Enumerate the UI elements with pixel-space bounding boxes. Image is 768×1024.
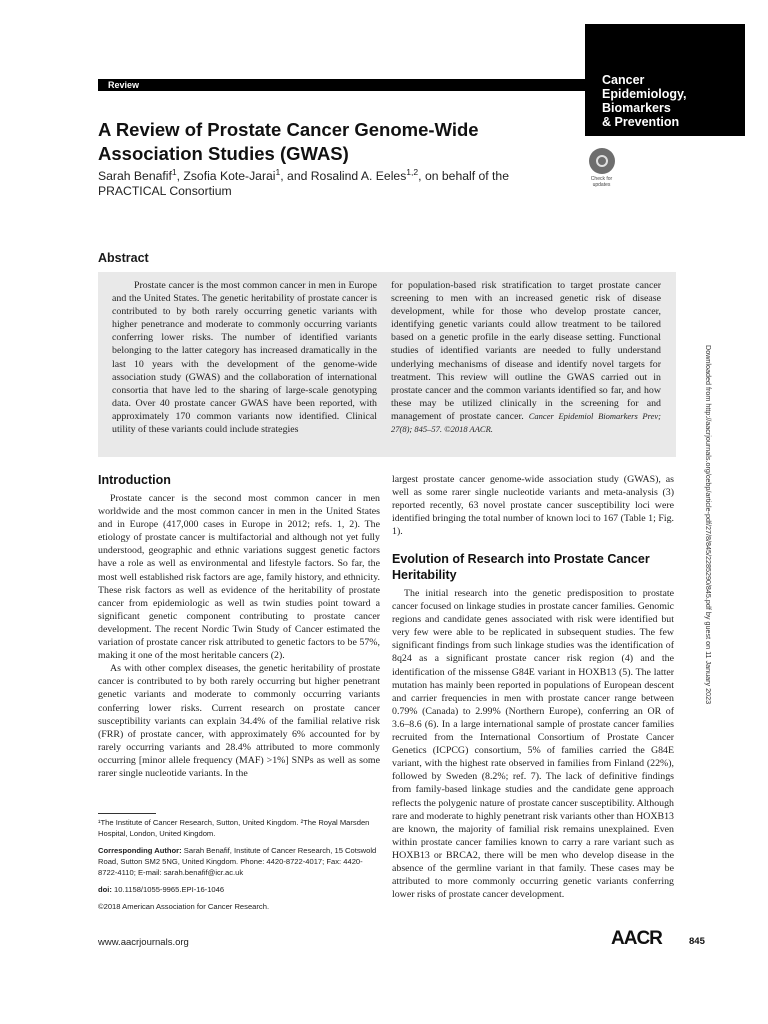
affiliation-sup: 1,2 [406,166,419,177]
author-name: Sarah Benafif [98,169,172,183]
doi-link[interactable]: 10.1158/1055-9965.EPI-16-1046 [111,885,225,894]
paragraph: largest prostate cancer genome-wide association study (GWAS), as well as some rarer single nucleotide variants and meta-analysis (3) reported recently, 63 novel prostate cancer susceptibility loci were identified bringing the total number of known loci to 167 (Table 1; Fig. 1). [392,474,674,538]
download-notice [700,345,714,905]
journal-url-link[interactable]: www.aacrjournals.org [98,937,189,948]
check-updates-label: Check for updates [590,176,613,188]
journal-name-line: & Prevention [602,115,680,129]
footnote-divider [98,813,156,814]
abstract-box [98,272,676,457]
page-number: 845 [689,936,705,947]
affiliation-sup: 1 [275,166,281,177]
journal-name-line: Epidemiology, [602,87,687,101]
copyright-note: ©2018 American Association for Cancer Research. [98,902,270,911]
abstract-left-column: Prostate cancer is the most common cancer in men in Europe and the United States. The genetic heritability of prostate cancer is contributed to by both rarely occurring genetic variants with higher penetrance and moderate to commonly occurring variants conferring lower risks. The number of identified variants belonging to the latter category has increased dramatically in the last 10 years with the development of the genome-wide association study (GWAS) and the collaboration of international consortia that have led to the sharing of large-scale genotyping data. Over 40 prostate cancer GWAS have been reported, with approximately 170 common variants now identified. Clinical utility of these variants could include strategies [112,280,377,436]
introduction-left-column [98,492,380,780]
evolution-heading: Evolution of Research into Prostate Cancer Heritability [392,552,650,582]
journal-name-line: Cancer [602,73,645,87]
paragraph: Prostate cancer is the second most common cancer in men worldwide and the most common cancer in men in the United States and in Europe (417,000 cases in Europe in 2012; refs. 1, 2). The etiology of prostate cancer is multifactorial and although not yet fully understood, geographic and ethnic variations suggest genetic factors have a role as well as environmental and lifestyle factors. So far, the most well established risk factors are age, family history, and ethnicity. These risk factors as well as evidence of the heritability of prostate cancer from epidemiologic as well as twin studies point toward a significant genetic component contributing to prostate cancer development. The recent Nordic Twin Study of Cancer estimated the variation of prostate cancer risk attributed to genetic factors to be 57%, making it one of the most heritable cancers (2). [98,493,380,662]
abstract-citation: Cancer Epidemiol Biomarkers Prev; 27(8); 845–57. ©2018 AACR. [391,410,661,435]
journal-name-block [585,24,745,136]
section-label-bar [98,79,585,91]
check-updates-icon [589,148,615,174]
introduction-right-column [392,473,674,538]
author-name: , Zsofia Kote-Jarai [176,169,276,183]
abstract-heading: Abstract [98,251,149,265]
author-consortium: , on behalf of the PRACTICAL Consortium [98,169,509,198]
author-list [98,166,528,199]
abstract-right-column [391,279,661,436]
journal-name-line: Biomarkers [602,101,671,115]
corresponding-author-note [98,845,380,878]
affiliation-sup: 1 [171,166,177,177]
section-label: Review [108,80,140,90]
footnotes [98,817,380,918]
article-title: A Review of Prostate Cancer Genome-Wide Association Studies (GWAS) [98,119,479,164]
introduction-heading: Introduction [98,473,171,487]
doi-note [98,884,380,895]
paragraph: The initial research into the genetic predisposition to prostate cancer focused on linkage studies in prostate cancer families. Genomic regions and candidate genes associated with risk were identified but very few were able to be replicated in subsequent studies. The few significant findings from such linkage studies was the identification of 8q24 as a significant prostate cancer risk region (4) and the identification of the missense G84E variant in HOXB13 (5). The latter mutation has mainly been reported in populations of European descent and carrier frequencies in men with prostate cancer range between 0.79% (Canada) to 2.99% (Northern Europe), conferring an OR of 3.6–8.6 (6). In a large international sample of prostate cancer families recruited from the International Consortium of Prostate Cancer Genetics (ICPCG) consortium, 5% of families carried the G84E variant, with the highest rate observed in families from Finland (22%), followed by Sweden (8.2%; ref. 7). The lack of definitive findings from family-based linkage studies and the candidate gene approach reflects the polygenic nature of prostate cancer susceptibility. Although rare and moderate to highly penetrant risk variants other than HOXB13 are known, the majority of familial risk remains unexplained. Even within prostate cancer families known to carry a rare variant such as HOXB13 or BRCA2, there will be men who develop disease in the absence of the germline variant in that family. These cases may be attributed to more commonly occurring genetic variants conferring lower risks of prostate cancer development. [392,588,674,901]
evolution-column [392,587,674,901]
affiliations-note: ¹The Institute of Cancer Research, Sutton, United Kingdom. ²The Royal Marsden Hospital, London, United Kingdom. [98,818,370,838]
corresponding-author-text: Sarah Benafif, Institute of Cancer Research, 15 Cotswold Road, Sutton SM2 5NG, United Kingdom. Phone: 4420-8722-4017; Fax: 4420-8722-4110; E-mail: sarah.benafif@icr.ac.uk [98,846,377,877]
paragraph: As with other complex diseases, the genetic heritability of prostate cancer is contributed to by both rarely occurring but higher penetrant genetic variants and moderate to commonly occurring variants conferring lower risks. Current research on prostate cancer susceptibility variants can explain 34.4% of the familial relative risk (FRR) of prostate cancer, with approximately 6% accounted for by rarely occurring variants and 28.4% attributed to more commonly occurring [minor allele frequency (MAF) >1%] SNPs as well as some rarer single nucleotide variants. In the [98,663,380,779]
check-for-updates-badge[interactable] [585,148,618,188]
download-notice-text: Downloaded from http://aacrjournals.org/cebp/article-pdf/27/8/845/2285290/845.pdf by guest on 11 January 2023 [704,345,713,705]
doi-label: doi: [98,885,112,894]
aacr-logo: AACR [611,928,662,949]
abstract-right-text: for population-based risk stratification to target prostate cancer screening to men with an increased genetic risk of disease development, while for those who develop prostate cancer, identifying genetic variants could allow treatment to be tailored based on a genetic profile in the early disease setting. Functional studies of identified variants are needed to fully understand underlying mechanisms of disease and identify novel targets for treatment. This review will outline the GWAS carried out in prostate cancer and the common variants identified so far, and how these may be utilized clinically in the screening for and management of prostate cancer. [391,280,661,422]
corresponding-author-label: Corresponding Author: [98,846,182,855]
author-name: , and Rosalind A. Eeles [280,169,407,183]
